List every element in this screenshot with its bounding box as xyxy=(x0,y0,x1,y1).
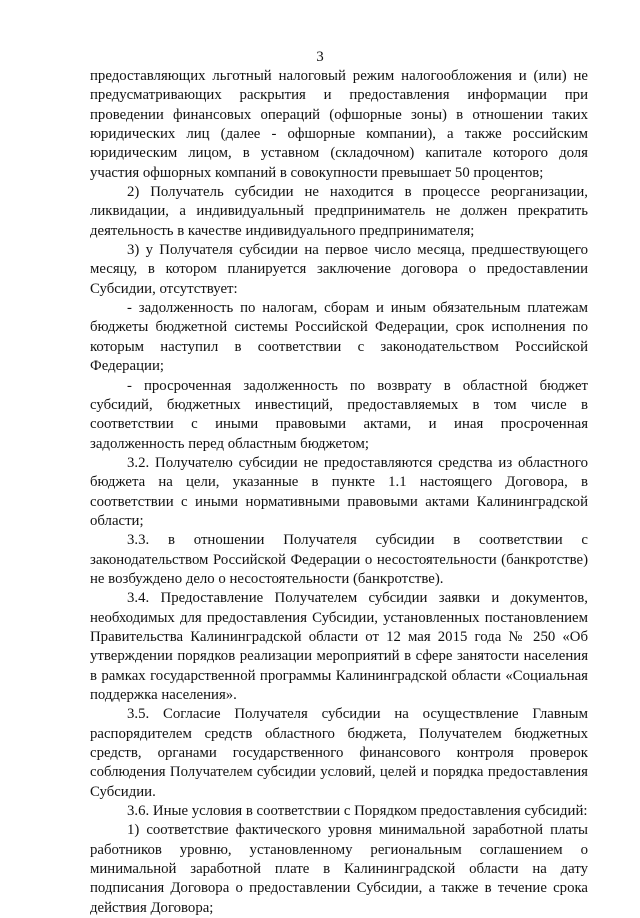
paragraph-3-6-item-1: 1) соответствие фактического уровня минимальной заработной платы работников уровню, установленному региональным соглашением о минимальной заработной плате в Калининградской области на дату подписания Договора о предоставлении Субсидии, а также в течение срока действия Договора; xyxy=(90,822,588,916)
document-body xyxy=(90,67,588,918)
paragraph-3-6: 3.6. Иные условия в соответствии с Порядком предоставления субсидий: xyxy=(127,803,588,820)
paragraph-3-3: 3.3. в отношении Получателя субсидии в соответствии с законодательством Российской Федерации о несостоятельности (банкротстве) не возбуждено дело о несостоятельности (банкротстве). xyxy=(90,532,588,587)
paragraph-overdue-debt: - просроченная задолженность по возврату в областной бюджет субсидий, бюджетных инвестиций, предоставляемых в том числе в соответствии с иными правовыми актами, и иная просроченная задолженность перед областным бюджетом; xyxy=(90,377,588,452)
paragraph-item-3: 3) у Получателя субсидии на первое число месяца, предшествующего месяцу, в котором планируется заключение договора о предоставлении Субсидии, отсутствует: xyxy=(90,242,588,297)
paragraph-3-2: 3.2. Получателю субсидии не предоставляются средства из областного бюджета на цели, указанные в пункте 1.1 настоящего Договора, в соответствии с иными нормативными правовыми актами Калининградской области; xyxy=(90,454,588,529)
page-number: 3 xyxy=(316,49,324,65)
paragraph-3-5: 3.5. Согласие Получателя субсидии на осуществление Главным распорядителем средств областного бюджета, Получателем бюджетных средств, органами государственного финансового контроля проверок соблюдения Получателем субсидии условий, целей и порядка предоставления Субсидии. xyxy=(90,706,588,800)
paragraph-item-2: 2) Получатель субсидии не находится в процессе реорганизации, ликвидации, а индивидуальный предприниматель не должен прекратить деятельность в качестве индивидуального предпринимателя; xyxy=(90,184,588,239)
paragraph-3-4: 3.4. Предоставление Получателем субсидии заявки и документов, необходимых для предоставления Субсидии, установленных постановлением Правительства Калининградской области от 12 мая 2015 года № 250 «Об утверждении порядков реализации мероприятий в сфере занятости населения в рамках государственной программы Калининградской области «Социальная поддержка населения». xyxy=(90,590,588,703)
paragraph-offshore-continuation: предоставляющих льготный налоговый режим налогообложения и (или) не предусматривающих раскрытия и предоставления информации при проведении финансовых операций (офшорные зоны) в отношении таких юридических лиц (далее - офшорные компании), а также российским юридическим лицом, в уставном (складочном) капитале которого доля участия офшорных компаний в совокупности превышает 50 процентов; xyxy=(90,68,588,181)
paragraph-tax-debt: - задолженность по налогам, сборам и иным обязательным платежам бюджеты бюджетной системы Российской Федерации, срок исполнения по которым наступил в соответствии с законодательством Российской Федерации; xyxy=(90,300,588,375)
